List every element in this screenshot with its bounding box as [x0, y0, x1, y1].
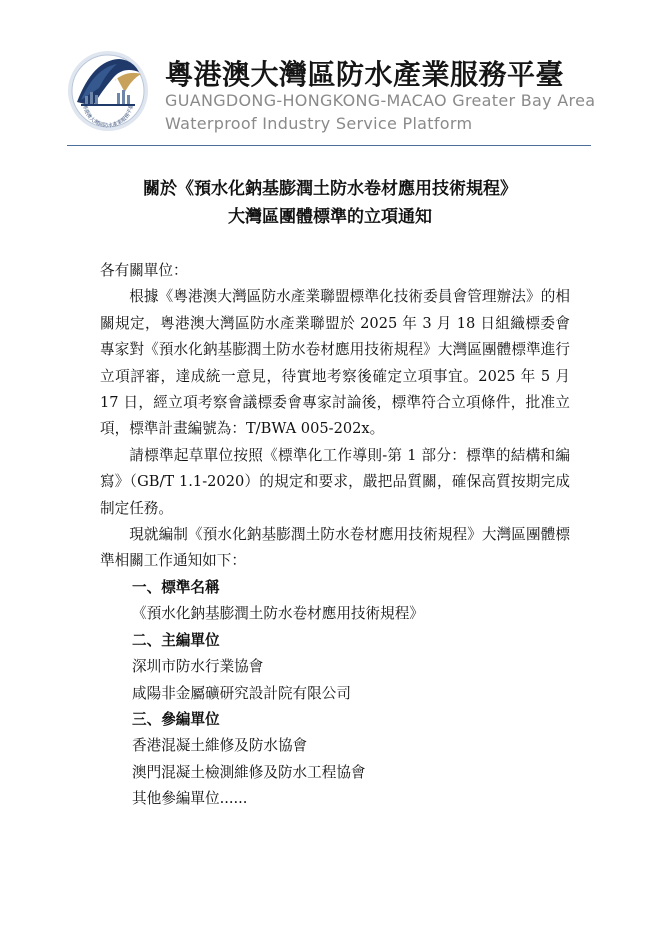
participating-unit-item: 其他參編單位...... [132, 790, 248, 808]
svg-text:粵港澳大灣區防水產業服務平臺: 粵港澳大灣區防水產業服務平臺 [81, 103, 135, 130]
organization-name-en [165, 89, 595, 135]
paragraph-drafting-requirements: 請標準起草單位按照《標準化工作導則-第 1 部分：標準的結構和編寫》（GB/T 1.1-2020）的規定和要求，嚴把品質關，確保高質按期完成制定任務。 [100, 446, 570, 517]
notice-title-line1: 關於《預水化鈉基膨潤土防水卷材應用技術規程》 [143, 179, 517, 199]
paragraph-project-approval [100, 284, 570, 442]
letterhead-divider [67, 145, 591, 146]
organization-name-en-line2: Waterproof Industry Service Platform [165, 114, 473, 133]
notice-title-line2: 大灣區團體標準的立項通知 [228, 207, 432, 227]
standard-name-item: 《預水化鈉基膨潤土防水卷材應用技術規程》 [132, 605, 424, 623]
participating-unit-item: 澳門混凝土檢測維修及防水工程協會 [132, 763, 366, 781]
standard-plan-code: T/BWA 005-202x。 [245, 420, 385, 438]
salutation: 各有關單位： [100, 262, 188, 279]
section-heading-participating-units: 三、參編單位 [132, 710, 220, 728]
chief-editor-item: 咸陽非金屬礦研究設計院有限公司 [132, 684, 351, 702]
participating-unit-item: 香港混凝土維修及防水協會 [132, 737, 308, 755]
section-heading-chief-editors: 二、主編單位 [132, 631, 220, 649]
platform-logo-icon [67, 50, 149, 132]
notice-body [100, 258, 570, 813]
paragraph-project-approval-text: 根據《粵港澳大灣區防水產業聯盟標準化技術委員會管理辦法》的相關規定，粵港澳大灣區防水產業聯盟於 2025 年 3 月 18 日組織標委會專家對《預水化鈉基膨潤土防水卷材應用技術規程》大灣區團體標準進行立項評審，達成統一意見，待實地考察後確定立項事宜。2025 年 5 月 17 日，經立項考察會議標委會專家討論後，標準符合立項條件，批准立項，標準計畫編號為： [100, 288, 570, 438]
section-heading-standard-name: 一、標準名稱 [132, 578, 220, 596]
chief-editor-item: 深圳市防水行業協會 [132, 658, 264, 676]
paragraph-notice-intro: 現就編制《預水化鈉基膨潤土防水卷材應用技術規程》大灣區團體標準相關工作通知如下： [100, 526, 570, 570]
notice-title [60, 175, 600, 231]
organization-name-en-line1: GUANGDONG-HONGKONG-MACAO Greater Bay Area [165, 91, 596, 110]
organization-name-zh: 粵港澳大灣區防水產業服務平臺 [165, 58, 565, 91]
